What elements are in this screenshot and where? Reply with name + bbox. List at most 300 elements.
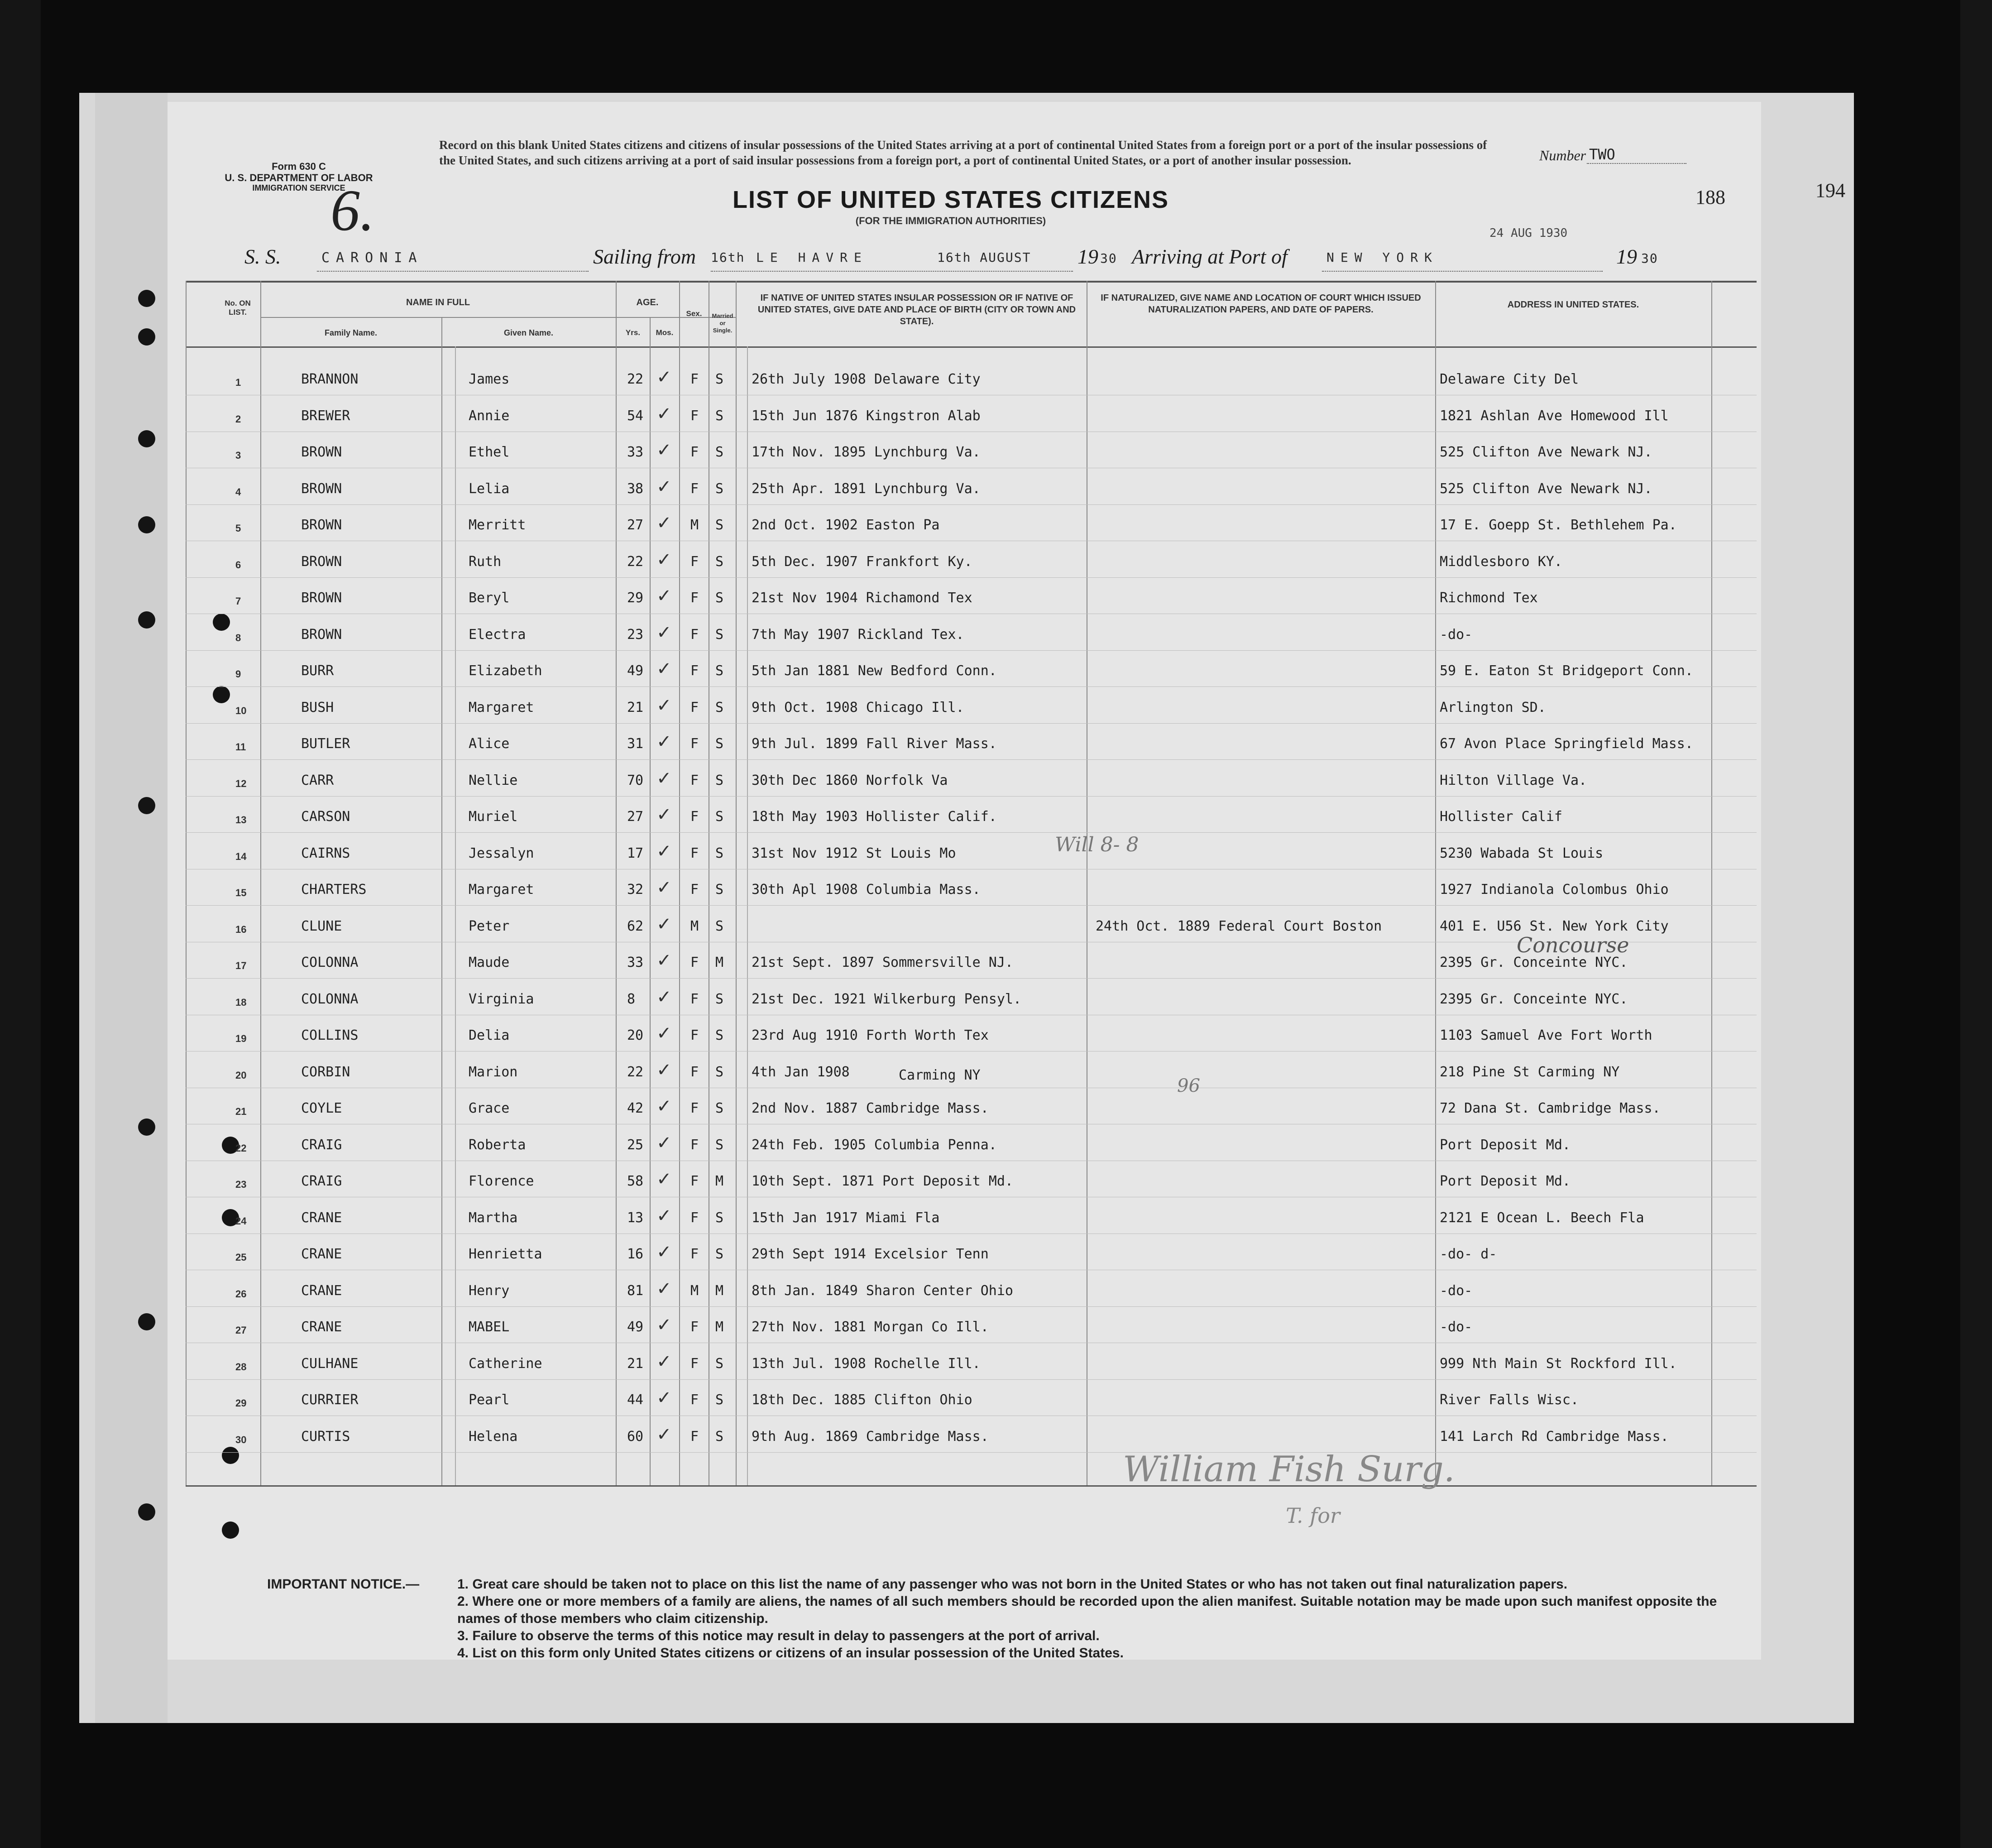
marital-status-cell: M	[715, 955, 724, 970]
col-rule	[650, 317, 651, 1485]
family-name-cell: BROWN	[301, 517, 342, 533]
number-line	[1587, 163, 1686, 164]
row-number: 6	[235, 559, 241, 571]
given-name-cell: Merritt	[469, 517, 526, 533]
family-name-cell: BUTLER	[301, 736, 350, 752]
col-header-birth: IF NATIVE OF UNITED STATES INSULAR POSSESSION OR IF NATIVE OF UNITED STATES, GIVE DATE AND PLACE OF BIRTH (CITY OR TOWN AND STATE).	[757, 293, 1076, 326]
sex-cell: F	[690, 699, 699, 715]
sex-cell: F	[690, 1392, 699, 1408]
sailing-port: LE HAVRE	[756, 250, 868, 265]
scan-left-edge	[0, 0, 41, 1848]
address-cell: Richmond Tex	[1440, 590, 1538, 606]
col-header-yrs: Yrs.	[625, 328, 641, 337]
marital-status-cell: S	[715, 590, 724, 606]
address-cell: Port Deposit Md.	[1440, 1173, 1571, 1189]
col-header-no: No. ON LIST.	[225, 299, 251, 317]
binder-strip	[95, 93, 168, 1723]
sex-cell: M	[690, 918, 699, 934]
age-cell: 21	[627, 699, 644, 715]
family-name-cell: BROWN	[301, 480, 342, 497]
sex-cell: M	[690, 517, 699, 533]
sex-cell: F	[690, 1428, 699, 1445]
notice-items	[457, 1576, 1752, 1662]
address-cell: Port Deposit Md.	[1440, 1137, 1571, 1153]
checkmark-icon: ✓	[656, 731, 672, 752]
form-number: Form 630 C	[272, 161, 326, 172]
age-cell: 25	[627, 1137, 644, 1153]
address-cell: 72 Dana St. Cambridge Mass.	[1440, 1100, 1661, 1116]
address-cell: -do-	[1440, 626, 1473, 643]
marital-status-cell: S	[715, 882, 724, 898]
address-cell: 141 Larch Rd Cambridge Mass.	[1440, 1428, 1669, 1445]
col-rule	[616, 281, 617, 1485]
age-cell: 22	[627, 553, 644, 570]
checkmark-icon: ✓	[656, 768, 672, 789]
age-cell: 22	[627, 1064, 644, 1080]
given-name-cell: Grace	[469, 1100, 510, 1116]
birth-cell: 2nd Oct. 1902 Easton Pa	[752, 517, 940, 533]
birth-cell: 13th Jul. 1908 Rochelle Ill.	[752, 1355, 981, 1372]
sex-cell: F	[690, 809, 699, 825]
birth-cell: 21st Sept. 1897 Sommersville NJ.	[752, 955, 1013, 970]
sex-cell: F	[690, 553, 699, 570]
age-cell: 33	[627, 955, 644, 970]
row-number: 13	[235, 814, 247, 826]
family-name-cell: BRANNON	[301, 371, 359, 387]
sailing-year: 30	[1100, 251, 1117, 266]
birth-cell: 5th Jan 1881 New Bedford Conn.	[752, 663, 997, 679]
sex-cell: F	[690, 955, 699, 970]
checkmark-icon: ✓	[656, 1315, 672, 1335]
age-cell: 27	[627, 517, 644, 533]
address-cell: 401 E. U56 St. New York City	[1440, 918, 1669, 934]
row-rule	[186, 796, 1757, 797]
arrival-port-line	[1322, 271, 1603, 272]
surgeon-signature: William Fish Surg.	[1123, 1449, 1455, 1490]
checkmark-icon: ✓	[656, 658, 672, 679]
table-top-rule	[186, 281, 1757, 283]
age-cell: 20	[627, 1027, 644, 1043]
birth-cell: 21st Dec. 1921 Wilkerburg Pensyl.	[752, 991, 1022, 1007]
given-name-cell: Peter	[469, 918, 510, 934]
col-header-address: ADDRESS IN UNITED STATES.	[1507, 300, 1639, 310]
given-name-cell: Helena	[469, 1428, 518, 1445]
birth-cell: 25th Apr. 1891 Lynchburg Va.	[752, 480, 981, 497]
age-cell: 27	[627, 809, 644, 825]
sex-cell: F	[690, 882, 699, 898]
given-name-cell: Margaret	[469, 882, 534, 898]
checkmark-icon: ✓	[656, 586, 672, 606]
family-name-cell: CURRIER	[301, 1392, 359, 1408]
age-cell: 22	[627, 371, 644, 387]
row-number: 25	[235, 1252, 247, 1263]
address-cell: Hilton Village Va.	[1440, 772, 1587, 788]
age-cell: 17	[627, 845, 644, 861]
marital-status-cell: S	[715, 1355, 724, 1372]
family-name-cell: CARR	[301, 772, 334, 788]
family-name-cell: COLONNA	[301, 991, 359, 1007]
marital-status-cell: S	[715, 736, 724, 752]
age-cell: 29	[627, 590, 644, 606]
handwritten-note-row17: Concourse	[1517, 933, 1629, 957]
handwritten-note-row14: Will 8- 8	[1055, 833, 1139, 856]
marital-status-cell: S	[715, 1027, 724, 1043]
marital-status-cell: S	[715, 1246, 724, 1262]
naturalization-cell: 24th Oct. 1889 Federal Court Boston	[1096, 918, 1382, 934]
family-name-cell: CRANE	[301, 1282, 342, 1299]
given-name-cell: James	[469, 371, 510, 387]
col-header-family-name: Family Name.	[324, 328, 378, 337]
row-number: 29	[235, 1397, 247, 1409]
age-cell: 58	[627, 1173, 644, 1189]
given-name-cell: Alice	[469, 736, 510, 752]
ss-label: S. S.	[244, 245, 281, 268]
given-name-cell: Catherine	[469, 1355, 542, 1372]
given-name-cell: Henrietta	[469, 1246, 542, 1262]
family-name-cell: COLLINS	[301, 1027, 359, 1043]
birth-cell: 15th Jun 1876 Kingstron Alab	[752, 408, 981, 424]
checkmark-icon: ✓	[656, 986, 672, 1008]
notice-item: 3. Failure to observe the terms of this notice may result in delay to passengers at the port of arrival.	[457, 1628, 1100, 1643]
row-number: 30	[235, 1434, 247, 1445]
binder-hole	[138, 328, 155, 346]
binder-hole	[138, 1503, 155, 1521]
table-bottom-rule	[186, 1485, 1757, 1487]
marital-status-cell: S	[715, 809, 724, 825]
row-number: 21	[235, 1106, 247, 1117]
given-name-cell: Annie	[469, 408, 510, 424]
checkmark-icon: ✓	[656, 1351, 672, 1372]
marital-status-cell: S	[715, 626, 724, 643]
sex-cell: F	[690, 845, 699, 861]
page-stamp-188: 188	[1695, 186, 1725, 208]
row-number: 16	[235, 923, 247, 935]
address-cell: Middlesboro KY.	[1440, 553, 1562, 570]
sex-cell: F	[690, 590, 699, 606]
given-name-cell: Muriel	[469, 809, 518, 825]
row-rule	[186, 1306, 1757, 1307]
address-cell: Arlington SD.	[1440, 699, 1546, 715]
given-name-cell: Henry	[469, 1282, 510, 1299]
checkmark-icon: ✓	[656, 695, 672, 716]
row-rule	[186, 1379, 1757, 1380]
age-cell: 49	[627, 663, 644, 679]
given-name-cell: Electra	[469, 626, 526, 643]
col-rule	[736, 281, 737, 1485]
age-cell: 49	[627, 1319, 644, 1335]
row-rule	[186, 1452, 1757, 1453]
checkmark-icon: ✓	[656, 1242, 672, 1262]
given-name-cell: Ethel	[469, 444, 510, 460]
sex-cell: F	[690, 626, 699, 643]
row-number: 28	[235, 1361, 247, 1373]
sex-cell: F	[690, 991, 699, 1007]
sex-cell: F	[690, 772, 699, 788]
row-rule	[186, 832, 1757, 833]
row-rule	[186, 686, 1757, 687]
family-name-cell: CLUNE	[301, 918, 342, 934]
checkmark-icon: ✓	[656, 1205, 672, 1226]
row-number: 18	[235, 996, 247, 1008]
checkmark-icon: ✓	[656, 513, 672, 533]
family-name-cell: BROWN	[301, 626, 342, 643]
address-cell: Delaware City Del	[1440, 371, 1579, 387]
birth-cell: 23rd Aug 1910 Forth Worth Tex	[752, 1027, 989, 1043]
birth-cell: 21st Nov 1904 Richamond Tex	[752, 590, 972, 606]
binder-hole	[138, 1313, 155, 1330]
marital-status-cell: S	[715, 772, 724, 788]
marital-status-cell: S	[715, 553, 724, 570]
birth-cell: 27th Nov. 1881 Morgan Co Ill.	[752, 1319, 989, 1335]
binder-hole	[138, 290, 155, 307]
sailing-day: 16th	[711, 250, 745, 265]
family-name-cell: CARSON	[301, 809, 350, 825]
marital-status-cell: S	[715, 1392, 724, 1408]
row-number: 10	[235, 705, 247, 716]
row-number: 26	[235, 1288, 247, 1300]
age-cell: 16	[627, 1246, 644, 1262]
marital-status-cell: S	[715, 699, 724, 715]
age-cell: 42	[627, 1100, 644, 1116]
age-cell: 23	[627, 626, 644, 643]
checkmark-icon: ✓	[656, 476, 672, 497]
col-header-naturalized: IF NATURALIZED, GIVE NAME AND LOCATION OF COURT WHICH ISSUED NATURALIZATION PAPERS, AND DATE OF PAPERS.	[1101, 293, 1421, 315]
address-cell: -do-	[1440, 1282, 1473, 1299]
col-rule	[455, 346, 456, 1485]
notice-item: 2. Where one or more members of a family are aliens, the names of all such members should be recorded upon the alien manifest. Suitable notation may be made upon such manifest opposite the names of those members who claim citizenship.	[457, 1594, 1717, 1626]
binder-hole	[138, 797, 155, 814]
page-stamp-194: 194	[1815, 179, 1845, 202]
row-rule	[186, 723, 1757, 724]
checkmark-icon: ✓	[656, 840, 672, 862]
family-name-cell: CORBIN	[301, 1064, 350, 1080]
col-rule	[1435, 281, 1436, 1485]
col-header-name-in-full: NAME IN FULL	[406, 298, 470, 307]
row-number: 24	[235, 1215, 247, 1227]
sex-cell: F	[690, 1100, 699, 1116]
birth-cell: 9th Jul. 1899 Fall River Mass.	[752, 736, 997, 752]
address-cell: 67 Avon Place Springfield Mass.	[1440, 736, 1693, 752]
sex-cell: F	[690, 736, 699, 752]
row-number: 4	[235, 486, 241, 498]
birth-cell: 15th Jan 1917 Miami Fla	[752, 1210, 940, 1226]
notice-item: 1. Great care should be taken not to place on this list the name of any passenger who was not born in the United States or who has not taken out final naturalization papers.	[457, 1577, 1568, 1592]
given-name-cell: Jessalyn	[469, 845, 534, 861]
given-name-cell: MABEL	[469, 1319, 510, 1335]
sailing-port-line	[711, 271, 1073, 272]
family-name-cell: CRAIG	[301, 1173, 342, 1189]
checkmark-icon: ✓	[656, 622, 672, 643]
age-cell: 81	[627, 1282, 644, 1299]
checkmark-icon: ✓	[656, 804, 672, 825]
arriving-label: Arriving at Port of	[1132, 245, 1288, 268]
row-rule	[186, 905, 1757, 906]
birth-cell: 2nd Nov. 1887 Cambridge Mass.	[752, 1100, 989, 1116]
given-name-cell: Ruth	[469, 553, 502, 570]
family-name-cell: COLONNA	[301, 955, 359, 970]
sex-cell: F	[690, 1355, 699, 1372]
birth-cell: 5th Dec. 1907 Frankfort Ky.	[752, 553, 972, 570]
birth-cell: 17th Nov. 1895 Lynchburg Va.	[752, 444, 981, 460]
birth-cell: 30th Apl 1908 Columbia Mass.	[752, 882, 981, 898]
sailing-label: Sailing from	[593, 245, 696, 268]
given-name-cell: Roberta	[469, 1137, 526, 1153]
row-rule	[186, 759, 1757, 760]
marital-status-cell: M	[715, 1173, 724, 1189]
given-name-cell: Nellie	[469, 772, 518, 788]
birth-cell: 29th Sept 1914 Excelsior Tenn	[752, 1246, 989, 1262]
address-cell: 5230 Wabada St Louis	[1440, 845, 1604, 861]
row-number: 5	[235, 523, 241, 534]
given-name-cell: Elizabeth	[469, 663, 542, 679]
address-cell: 2121 E Ocean L. Beech Fla	[1440, 1210, 1644, 1226]
address-cell: -do-	[1440, 1319, 1473, 1335]
sex-cell: F	[690, 1173, 699, 1189]
row-rule	[186, 978, 1757, 979]
checkmark-icon: ✓	[656, 367, 672, 388]
col-rule	[260, 281, 261, 1485]
sex-cell: F	[690, 1319, 699, 1335]
address-cell: River Falls Wisc.	[1440, 1392, 1579, 1408]
sex-cell: F	[690, 408, 699, 424]
marital-status-cell: S	[715, 1210, 724, 1226]
birth-cell: 8th Jan. 1849 Sharon Center Ohio	[752, 1282, 1013, 1299]
address-cell: 59 E. Eaton St Bridgeport Conn.	[1440, 663, 1693, 679]
birth-cell: 4th Jan 1908	[752, 1064, 850, 1080]
address-cell: 17 E. Goepp St. Bethlehem Pa.	[1440, 517, 1677, 533]
row-number: 19	[235, 1033, 247, 1044]
row-number: 27	[235, 1325, 247, 1336]
marital-status-cell: S	[715, 918, 724, 934]
age-cell: 70	[627, 772, 644, 788]
family-name-cell: BROWN	[301, 590, 342, 606]
address-cell: -do- d-	[1440, 1246, 1497, 1262]
sex-cell: F	[690, 1210, 699, 1226]
signature-subscript: T. for	[1286, 1503, 1340, 1528]
row-rule	[186, 577, 1757, 578]
marital-status-cell: M	[715, 1319, 724, 1335]
row-number: 7	[235, 595, 241, 607]
address-cell: 1103 Samuel Ave Fort Worth	[1440, 1027, 1652, 1043]
age-cell: 38	[627, 480, 644, 497]
checkmark-icon: ✓	[656, 950, 672, 971]
checkmark-icon: ✓	[656, 403, 672, 424]
marital-status-cell: M	[715, 1282, 724, 1299]
age-cell: 54	[627, 408, 644, 424]
col-header-married: Married or Single.	[712, 312, 733, 334]
address-cell: 2395 Gr. Conceinte NYC.	[1440, 991, 1628, 1007]
marital-status-cell: S	[715, 1428, 724, 1445]
birth-cell: 31st Nov 1912 St Louis Mo	[752, 845, 956, 861]
scan-right-edge	[1960, 0, 1992, 1848]
age-cell: 32	[627, 882, 644, 898]
marital-status-cell: S	[715, 1100, 724, 1116]
family-name-cell: CAIRNS	[301, 845, 350, 861]
given-name-cell: Martha	[469, 1210, 518, 1226]
row-number: 15	[235, 887, 247, 898]
page-title: LIST OF UNITED STATES CITIZENS	[733, 186, 1169, 213]
col-rule	[1711, 281, 1712, 1485]
given-name-cell: Delia	[469, 1027, 510, 1043]
sex-cell: F	[690, 444, 699, 460]
sex-cell: F	[690, 1137, 699, 1153]
checkmark-icon: ✓	[656, 549, 672, 570]
age-cell: 21	[627, 1355, 644, 1372]
checkmark-icon: ✓	[656, 913, 672, 935]
record-instructions: Record on this blank United States citizens and citizens of insular possessions of the United States arriving at a port of continental United States from a foreign port or a port of the insular possessions of the United States, and such citizens arriving at a port of said insular possessions from a foreign port, a port of continental United States, or a port of another insular possession.	[439, 138, 1487, 167]
age-cell: 60	[627, 1428, 644, 1445]
marital-status-cell: S	[715, 845, 724, 861]
birth-cell: 9th Oct. 1908 Chicago Ill.	[752, 699, 964, 715]
notice-item: 4. List on this form only United States citizens or citizens of an insular possession of the United States.	[457, 1646, 1124, 1661]
ship-line	[244, 245, 1693, 272]
checkmark-icon: ✓	[656, 1169, 672, 1190]
number-value: TWO	[1589, 146, 1615, 163]
marital-status-cell: S	[715, 991, 724, 1007]
col-header-mos: Mos.	[656, 328, 674, 337]
family-name-cell: CRAIG	[301, 1137, 342, 1153]
birth-place-row20: Carming NY	[899, 1067, 981, 1083]
marital-status-cell: S	[715, 517, 724, 533]
given-name-cell: Florence	[469, 1173, 534, 1189]
number-label: Number	[1539, 147, 1586, 163]
row-number: 3	[235, 450, 241, 461]
sailing-date: 16th AUGUST	[937, 250, 1031, 265]
family-name-cell: BURR	[301, 663, 334, 679]
header-mid-rule	[260, 317, 736, 318]
marital-status-cell: S	[715, 480, 724, 497]
family-name-cell: COYLE	[301, 1100, 342, 1116]
sex-cell: M	[690, 1282, 699, 1299]
family-name-cell: BREWER	[301, 408, 350, 424]
binder-hole	[138, 1118, 155, 1136]
given-name-cell: Virginia	[469, 991, 534, 1007]
checkmark-icon: ✓	[656, 1096, 672, 1117]
binder-hole	[138, 516, 155, 533]
family-name-cell: CHARTERS	[301, 882, 367, 898]
marital-status-cell: S	[715, 371, 724, 387]
address-cell: 2395 Gr. Conceinte NYC.	[1440, 955, 1628, 970]
address-cell: Hollister Calif	[1440, 809, 1562, 825]
age-cell: 8	[627, 991, 636, 1007]
family-name-cell: CURTIS	[301, 1428, 350, 1445]
ship-name: CARONIA	[321, 250, 423, 266]
col-header-sex: Sex.	[686, 309, 702, 318]
row-rule	[186, 504, 1757, 505]
age-cell: 13	[627, 1210, 644, 1226]
marital-status-cell: S	[715, 663, 724, 679]
age-cell: 44	[627, 1392, 644, 1408]
sex-cell: F	[690, 371, 699, 387]
address-cell: 1821 Ashlan Ave Homewood Ill	[1440, 408, 1669, 424]
col-rule	[679, 281, 680, 1485]
birth-cell: 18th Dec. 1885 Clifton Ohio	[752, 1392, 972, 1408]
col-rule	[441, 317, 442, 1485]
sailing-year-prefix: 19	[1077, 245, 1098, 268]
row-number: 23	[235, 1179, 247, 1190]
binder-hole	[138, 430, 155, 447]
header-bottom-rule	[186, 346, 1757, 348]
address-cell: 525 Clifton Ave Newark NJ.	[1440, 480, 1652, 497]
sex-cell: F	[690, 663, 699, 679]
family-name-cell: CRANE	[301, 1319, 342, 1335]
row-number: 14	[235, 850, 247, 862]
sex-cell: F	[690, 1246, 699, 1262]
checkmark-icon: ✓	[656, 1278, 672, 1299]
row-number: 9	[235, 668, 241, 680]
age-cell: 33	[627, 444, 644, 460]
department-name: U. S. DEPARTMENT OF LABOR	[225, 172, 373, 183]
